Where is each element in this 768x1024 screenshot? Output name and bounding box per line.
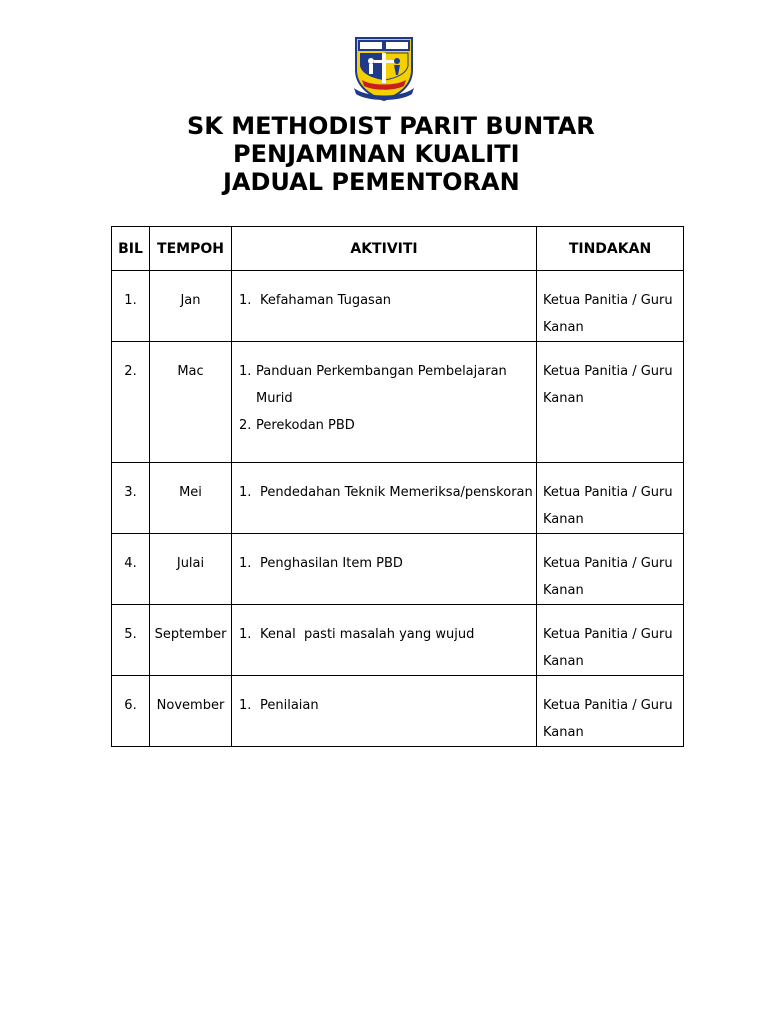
table-header-row — [112, 227, 684, 271]
row-tindakan: Ketua Panitia / Guru Kanan — [543, 698, 673, 740]
row-aktiviti — [232, 534, 536, 577]
row-tempoh: Mac — [177, 364, 204, 379]
row-tindakan: Ketua Panitia / Guru Kanan — [543, 556, 673, 598]
header-bil: BIL — [112, 227, 150, 271]
row-tempoh: Julai — [176, 556, 205, 571]
item-text: Penghasilan Item PBD — [260, 556, 403, 571]
header-tindakan: TINDAKAN — [537, 227, 684, 271]
item-number: 1. — [239, 627, 252, 642]
row-tindakan: Ketua Panitia / Guru Kanan — [543, 485, 673, 527]
row-tempoh: September — [154, 627, 227, 642]
row-bil: 5. — [124, 627, 137, 642]
row-tempoh: November — [156, 698, 225, 713]
row-aktiviti — [232, 605, 536, 648]
school-crest-logo — [352, 36, 416, 102]
activity-item — [239, 692, 536, 719]
school-name: SK METHODIST PARIT BUNTAR — [187, 112, 595, 140]
row-tempoh: Mei — [179, 485, 202, 500]
item-text: Perekodan PBD — [256, 418, 355, 433]
activity-item — [239, 479, 536, 506]
row-aktiviti — [232, 676, 536, 719]
document-subtitle: PENJAMINAN KUALITI — [233, 140, 520, 168]
activity-item — [239, 621, 536, 648]
item-text: Kefahaman Tugasan — [260, 293, 392, 308]
activity-item — [239, 412, 536, 439]
table-row — [112, 463, 684, 534]
table-row — [112, 534, 684, 605]
item-number: 1. — [239, 698, 252, 713]
row-tempoh: Jan — [180, 293, 201, 308]
table-row — [112, 605, 684, 676]
table-row — [112, 271, 684, 342]
item-text: Panduan Perkembangan Pembelajaran Murid — [256, 364, 507, 406]
header-aktiviti: AKTIVITI — [232, 227, 537, 271]
item-number: 1. — [239, 556, 252, 571]
row-bil: 1. — [124, 293, 137, 308]
item-number: 1. — [239, 485, 252, 500]
item-text: Penilaian — [260, 698, 319, 713]
item-number: 1. — [239, 293, 252, 308]
activity-item — [239, 550, 536, 577]
document-title: JADUAL PEMENTORAN — [223, 168, 520, 196]
item-number: 2. — [239, 418, 252, 433]
table-row — [112, 342, 684, 463]
header-tempoh: TEMPOH — [150, 227, 232, 271]
row-bil: 2. — [124, 364, 137, 379]
row-bil: 4. — [124, 556, 137, 571]
row-bil: 3. — [124, 485, 137, 500]
row-aktiviti — [232, 463, 536, 506]
mentoring-schedule-table — [111, 226, 684, 747]
item-text: Kenal pasti masalah yang wujud — [260, 627, 475, 642]
row-aktiviti — [232, 271, 536, 314]
activity-item — [239, 287, 536, 314]
item-text: Pendedahan Teknik Memeriksa/penskoran — [260, 485, 533, 500]
row-bil: 6. — [124, 698, 137, 713]
activity-item — [239, 358, 536, 412]
item-number: 1. — [239, 364, 252, 379]
row-tindakan: Ketua Panitia / Guru Kanan — [543, 627, 673, 669]
row-tindakan: Ketua Panitia / Guru Kanan — [543, 293, 673, 335]
table-row — [112, 676, 684, 747]
row-tindakan: Ketua Panitia / Guru Kanan — [543, 364, 673, 406]
row-aktiviti — [232, 342, 536, 439]
